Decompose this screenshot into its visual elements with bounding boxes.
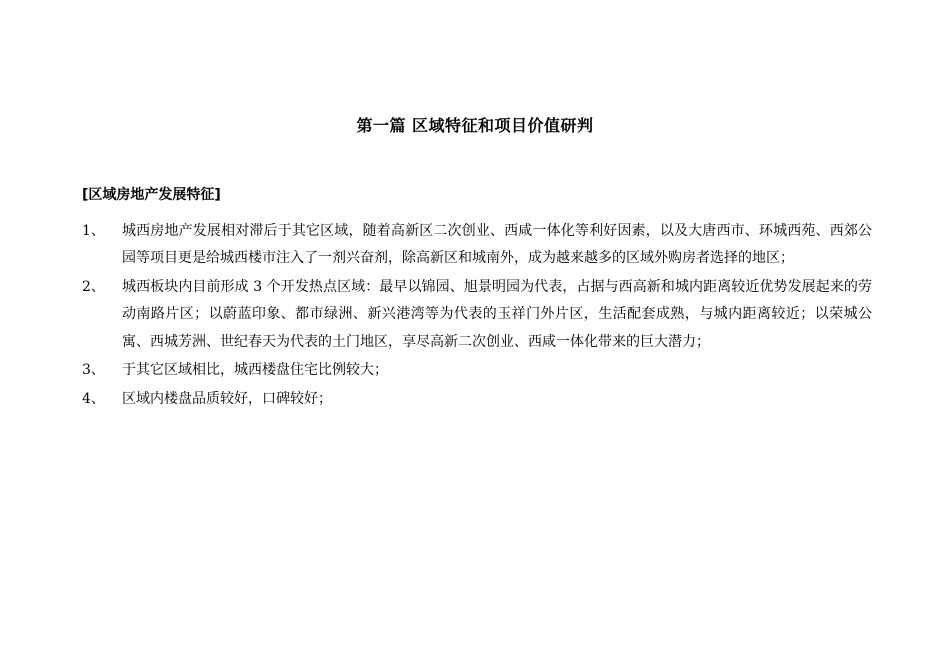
list-item-text: 城西板块内目前形成 3 个开发热点区域：最早以锦园、旭景明园为代表，占据与西高新和城内距离较近优势发展起来的劳动南路片区；以蔚蓝印象、都市绿洲、新兴港湾等为代表的玉祥门外片区，生活配套成熟，与城内距离较近；以荣城公寓、西城芳洲、世纪春天为代表的土门地区，享尽高新二次创业、西咸一体化带来的巨大潜力； bbox=[122, 279, 872, 350]
list-item-text: 区域内楼盘品质较好，口碑较好； bbox=[122, 391, 332, 408]
section-heading: [区域房地产发展特征] bbox=[82, 187, 221, 203]
list-item-text: 城西房地产发展相对滞后于其它区域，随着高新区二次创业、西咸一体化等利好因素，以及大唐西市、环城西苑、西郊公园等项目更是给城西楼市注入了一剂兴奋剂，除高新区和城南外，成为越来越多的区域外购房者选择的地区； bbox=[122, 223, 872, 267]
list-item-number: 4、 bbox=[82, 391, 105, 408]
page-title: 第一篇 区域特征和项目价值研判 bbox=[356, 116, 594, 135]
list-item bbox=[82, 274, 872, 356]
feature-list bbox=[82, 218, 872, 415]
list-item-text: 于其它区域相比，城西楼盘住宅比例较大； bbox=[122, 362, 388, 379]
list-item bbox=[82, 218, 872, 273]
list-item-number: 3、 bbox=[82, 362, 105, 379]
list-item-number: 1、 bbox=[82, 223, 105, 239]
list-item-number: 2、 bbox=[82, 279, 105, 296]
list-item bbox=[82, 386, 872, 413]
list-item bbox=[82, 357, 872, 384]
